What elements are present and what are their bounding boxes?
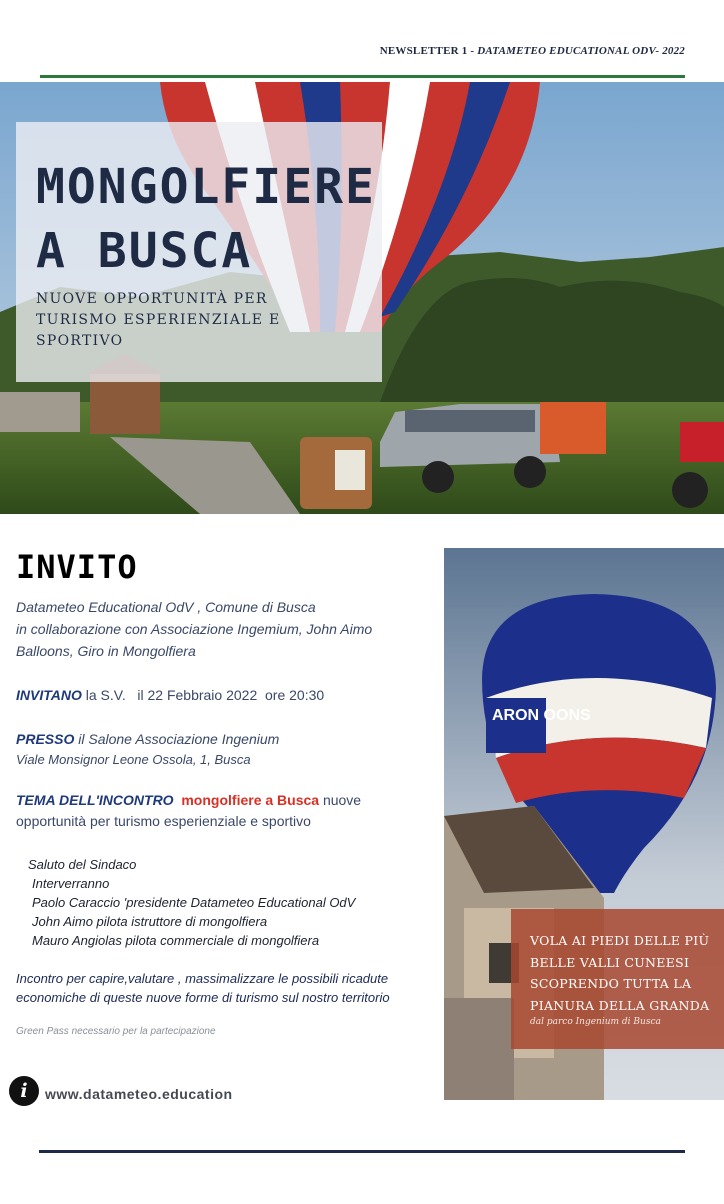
closing-paragraph bbox=[16, 969, 390, 1007]
tema-rest1: nuove bbox=[319, 792, 362, 808]
bottom-divider bbox=[39, 1150, 685, 1153]
subtitle bbox=[36, 289, 336, 352]
tema-highlight: mongolfiere a Busca bbox=[181, 792, 320, 808]
caption-text bbox=[530, 930, 720, 1016]
invitano-line bbox=[16, 687, 324, 703]
subtitle-line1: NUOVE OPPORTUNITÀ PER bbox=[36, 291, 268, 307]
invitano-label: INVITANO bbox=[16, 687, 82, 703]
hero-trailer bbox=[540, 402, 606, 454]
speaker-item: Paolo Caraccio 'presidente Datameteo Educational OdV bbox=[32, 895, 356, 910]
speaker-item: Mauro Angiolas pilota commerciale di mongolfiera bbox=[32, 933, 320, 948]
main-title-line1: MONGOLFIERE bbox=[36, 159, 376, 215]
subtitle-line2: TURISMO ESPERIENZIALE E bbox=[36, 312, 281, 328]
speaker-item: John Aimo pilota istruttore di mongolfiera bbox=[32, 914, 268, 929]
newsletter-header bbox=[380, 45, 685, 57]
subtitle-line3: SPORTIVO bbox=[36, 333, 124, 349]
green-pass-note: Green Pass necessario per la partecipazione bbox=[16, 1026, 216, 1037]
main-title bbox=[36, 155, 376, 283]
website-link[interactable]: www.datameteo.education bbox=[45, 1086, 233, 1102]
presso-label: PRESSO bbox=[16, 731, 75, 747]
caption-sub: dal parco Ingenium di Busca bbox=[530, 1017, 661, 1027]
organizers-line1: Datameteo Educational OdV , Comune di Busca bbox=[16, 599, 316, 615]
newsletter-org: DATAMETEO EDUCATIONAL ODV bbox=[477, 45, 656, 57]
caption-line4: PIANURA DELLA GRANDA bbox=[530, 997, 710, 1013]
caption-line1: VOLA AI PIEDI DELLE PIÙ bbox=[530, 933, 710, 948]
address-line: Viale Monsignor Leone Ossola, 1, Busca bbox=[16, 752, 251, 767]
program-interverranno: Interverranno bbox=[32, 876, 110, 891]
main-title-line2: A BUSCA bbox=[36, 223, 253, 279]
info-icon: i bbox=[9, 1076, 39, 1106]
closing-line1: Incontro per capire,valutare , massimalizzare le possibili ricadute bbox=[16, 971, 389, 986]
newsletter-prefix: NEWSLETTER 1 - bbox=[379, 45, 478, 57]
newsletter-year: - 2022 bbox=[655, 45, 685, 57]
caption-line2: BELLE VALLI CUNEESI bbox=[530, 954, 690, 970]
closing-line2: economiche di queste nuove forme di turismo sul nostro territorio bbox=[16, 990, 390, 1005]
tema-rest2: opportunità per turismo esperienziale e sportivo bbox=[16, 813, 311, 829]
presso-line bbox=[16, 731, 279, 747]
invitano-text: la S.V. il 22 Febbraio 2022 ore 20:30 bbox=[81, 687, 325, 703]
top-divider bbox=[40, 75, 685, 78]
tema-line bbox=[16, 792, 361, 808]
organizers-line2: in collaborazione con Associazione Ingemium, John Aimo bbox=[16, 621, 373, 637]
program-list bbox=[28, 855, 355, 950]
invito-heading: INVITO bbox=[16, 548, 138, 586]
tema-label: TEMA DELL'INCONTRO bbox=[16, 792, 174, 808]
organizers-line3: Balloons, Giro in Mongolfiera bbox=[16, 643, 196, 659]
program-greeting: Saluto del Sindaco bbox=[28, 857, 137, 872]
balloon-lettering-top: ARON OONS bbox=[492, 707, 591, 724]
caption-line3: SCOPRENDO TUTTA LA bbox=[530, 976, 692, 991]
presso-text: il Salone Associazione Ingenium bbox=[74, 731, 280, 747]
